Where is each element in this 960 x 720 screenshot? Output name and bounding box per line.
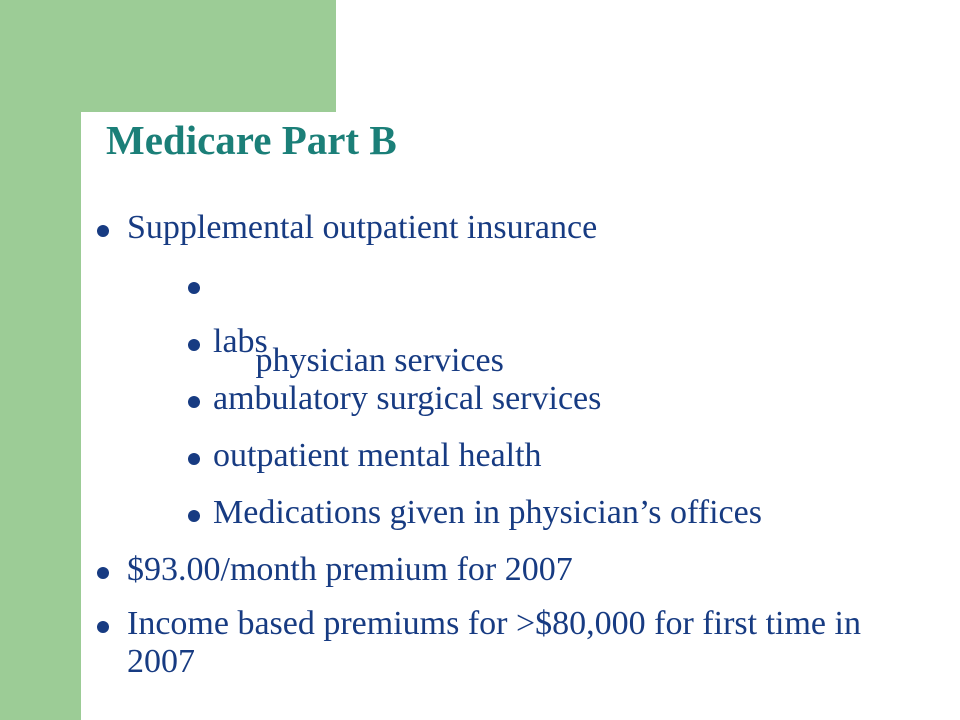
bullet-dot-icon: [97, 225, 109, 237]
sub-bullet-item: [213, 437, 542, 475]
bullet-text: labs: [213, 323, 268, 360]
sub-bullet-item: [213, 380, 601, 418]
bullet-dot-icon: [97, 621, 109, 633]
bullet-dot-icon: [188, 282, 200, 294]
bullet-item: [127, 209, 597, 247]
bullet-text: $93.00/month premium for 2007: [127, 551, 573, 588]
bullet-item: [127, 551, 573, 589]
bullet-text: Medications given in physician’s offices: [213, 494, 762, 531]
bullet-dot-icon: [188, 510, 200, 522]
bullet-text: ambulatory surgical services: [213, 380, 602, 417]
bullet-text: Supplemental outpatient insurance: [127, 209, 598, 246]
bullet-dot-icon: [188, 339, 200, 351]
bullet-text: outpatient mental health: [213, 437, 542, 474]
bullet-text: physician services: [247, 342, 504, 379]
slide-title: Medicare Part B: [106, 117, 397, 163]
bullet-dot-icon: [188, 453, 200, 465]
bullet-dot-icon: [97, 567, 109, 579]
sub-bullet-item: [213, 323, 268, 361]
sub-bullet-item: [213, 494, 762, 532]
bullet-text: Income based premiums for >$80,000 for first time in 2007: [127, 605, 861, 680]
bullet-dot-icon: [188, 396, 200, 408]
bullet-item: [127, 605, 919, 681]
